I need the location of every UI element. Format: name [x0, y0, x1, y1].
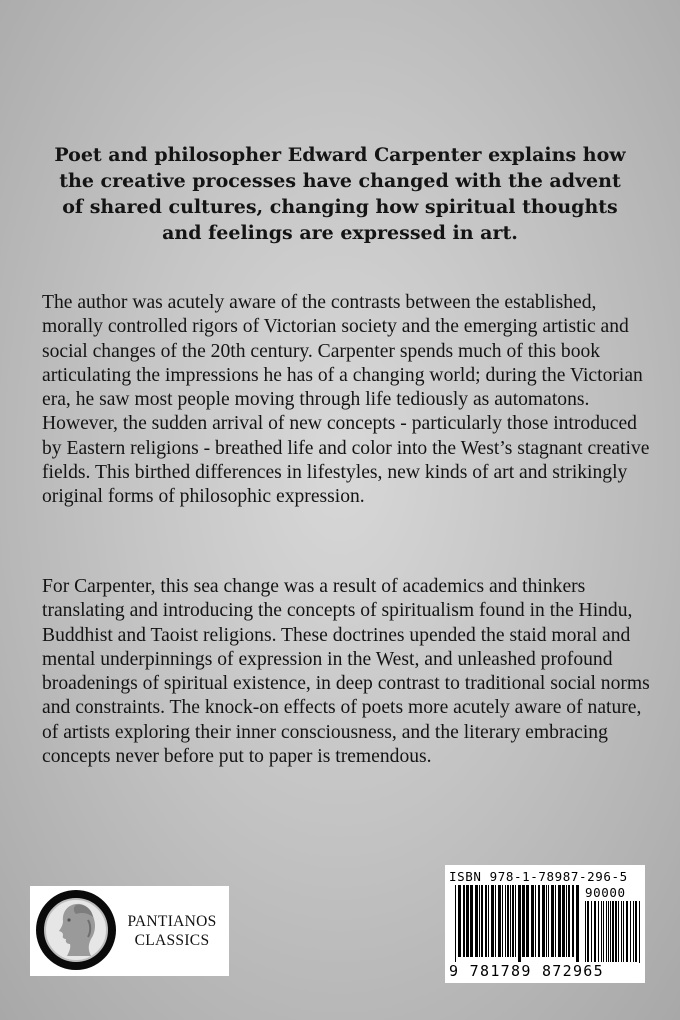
price-code: 90000: [585, 885, 626, 900]
description-paragraph-1: The author was acutely aware of the contrasts between the established, morally controlled rigors of Victorian society and the emerging artistic and social changes of the 20th century. Carpenter spends much of this book articulating the impressions he has of a changing world; during the Victorian era, he saw most people moving through life tediously as automatons. However, the sudden arrival of new concepts - particularly those introduced by Eastern religions - breathed life and color into the West’s stagnant creative fields. This birthed differences in lifestyles, new kinds of art and strikingly original forms of philosophic expression.: [42, 292, 650, 508]
publisher-logo: [30, 886, 229, 976]
isbn-label: ISBN 978-1-78987-296-5: [449, 869, 628, 884]
publisher-name-line-2: CLASSICS: [134, 932, 210, 949]
publisher-name: [120, 912, 224, 950]
description-paragraph-2: For Carpenter, this sea change was a result of academics and thinkers translating and introducing the concepts of spiritualism found in the Hindu, Buddhist and Taoist religions. These doctrines upended the staid moral and mental underpinnings of expression in the West, and unleashed profound broadenings of spiritual existence, in deep contrast to traditional social norms and constraints. The knock-on effects of poets more acutely aware of nature, of artists exploring their inner consciousness, and the literary embracing concepts never before put to paper is tremendous.: [42, 576, 650, 768]
publisher-name-line-1: PANTIANOS: [127, 913, 217, 930]
classical-head-medallion-icon: [36, 890, 116, 970]
barcode-digits: 9 781789 872965: [449, 962, 639, 980]
isbn-barcode: [445, 865, 645, 983]
cover-tagline: Poet and philosopher Edward Carpenter explains how the creative processes have changed with the advent of shared cultures, changing how spiritual thoughts and feelings are expressed in art.: [54, 144, 626, 244]
